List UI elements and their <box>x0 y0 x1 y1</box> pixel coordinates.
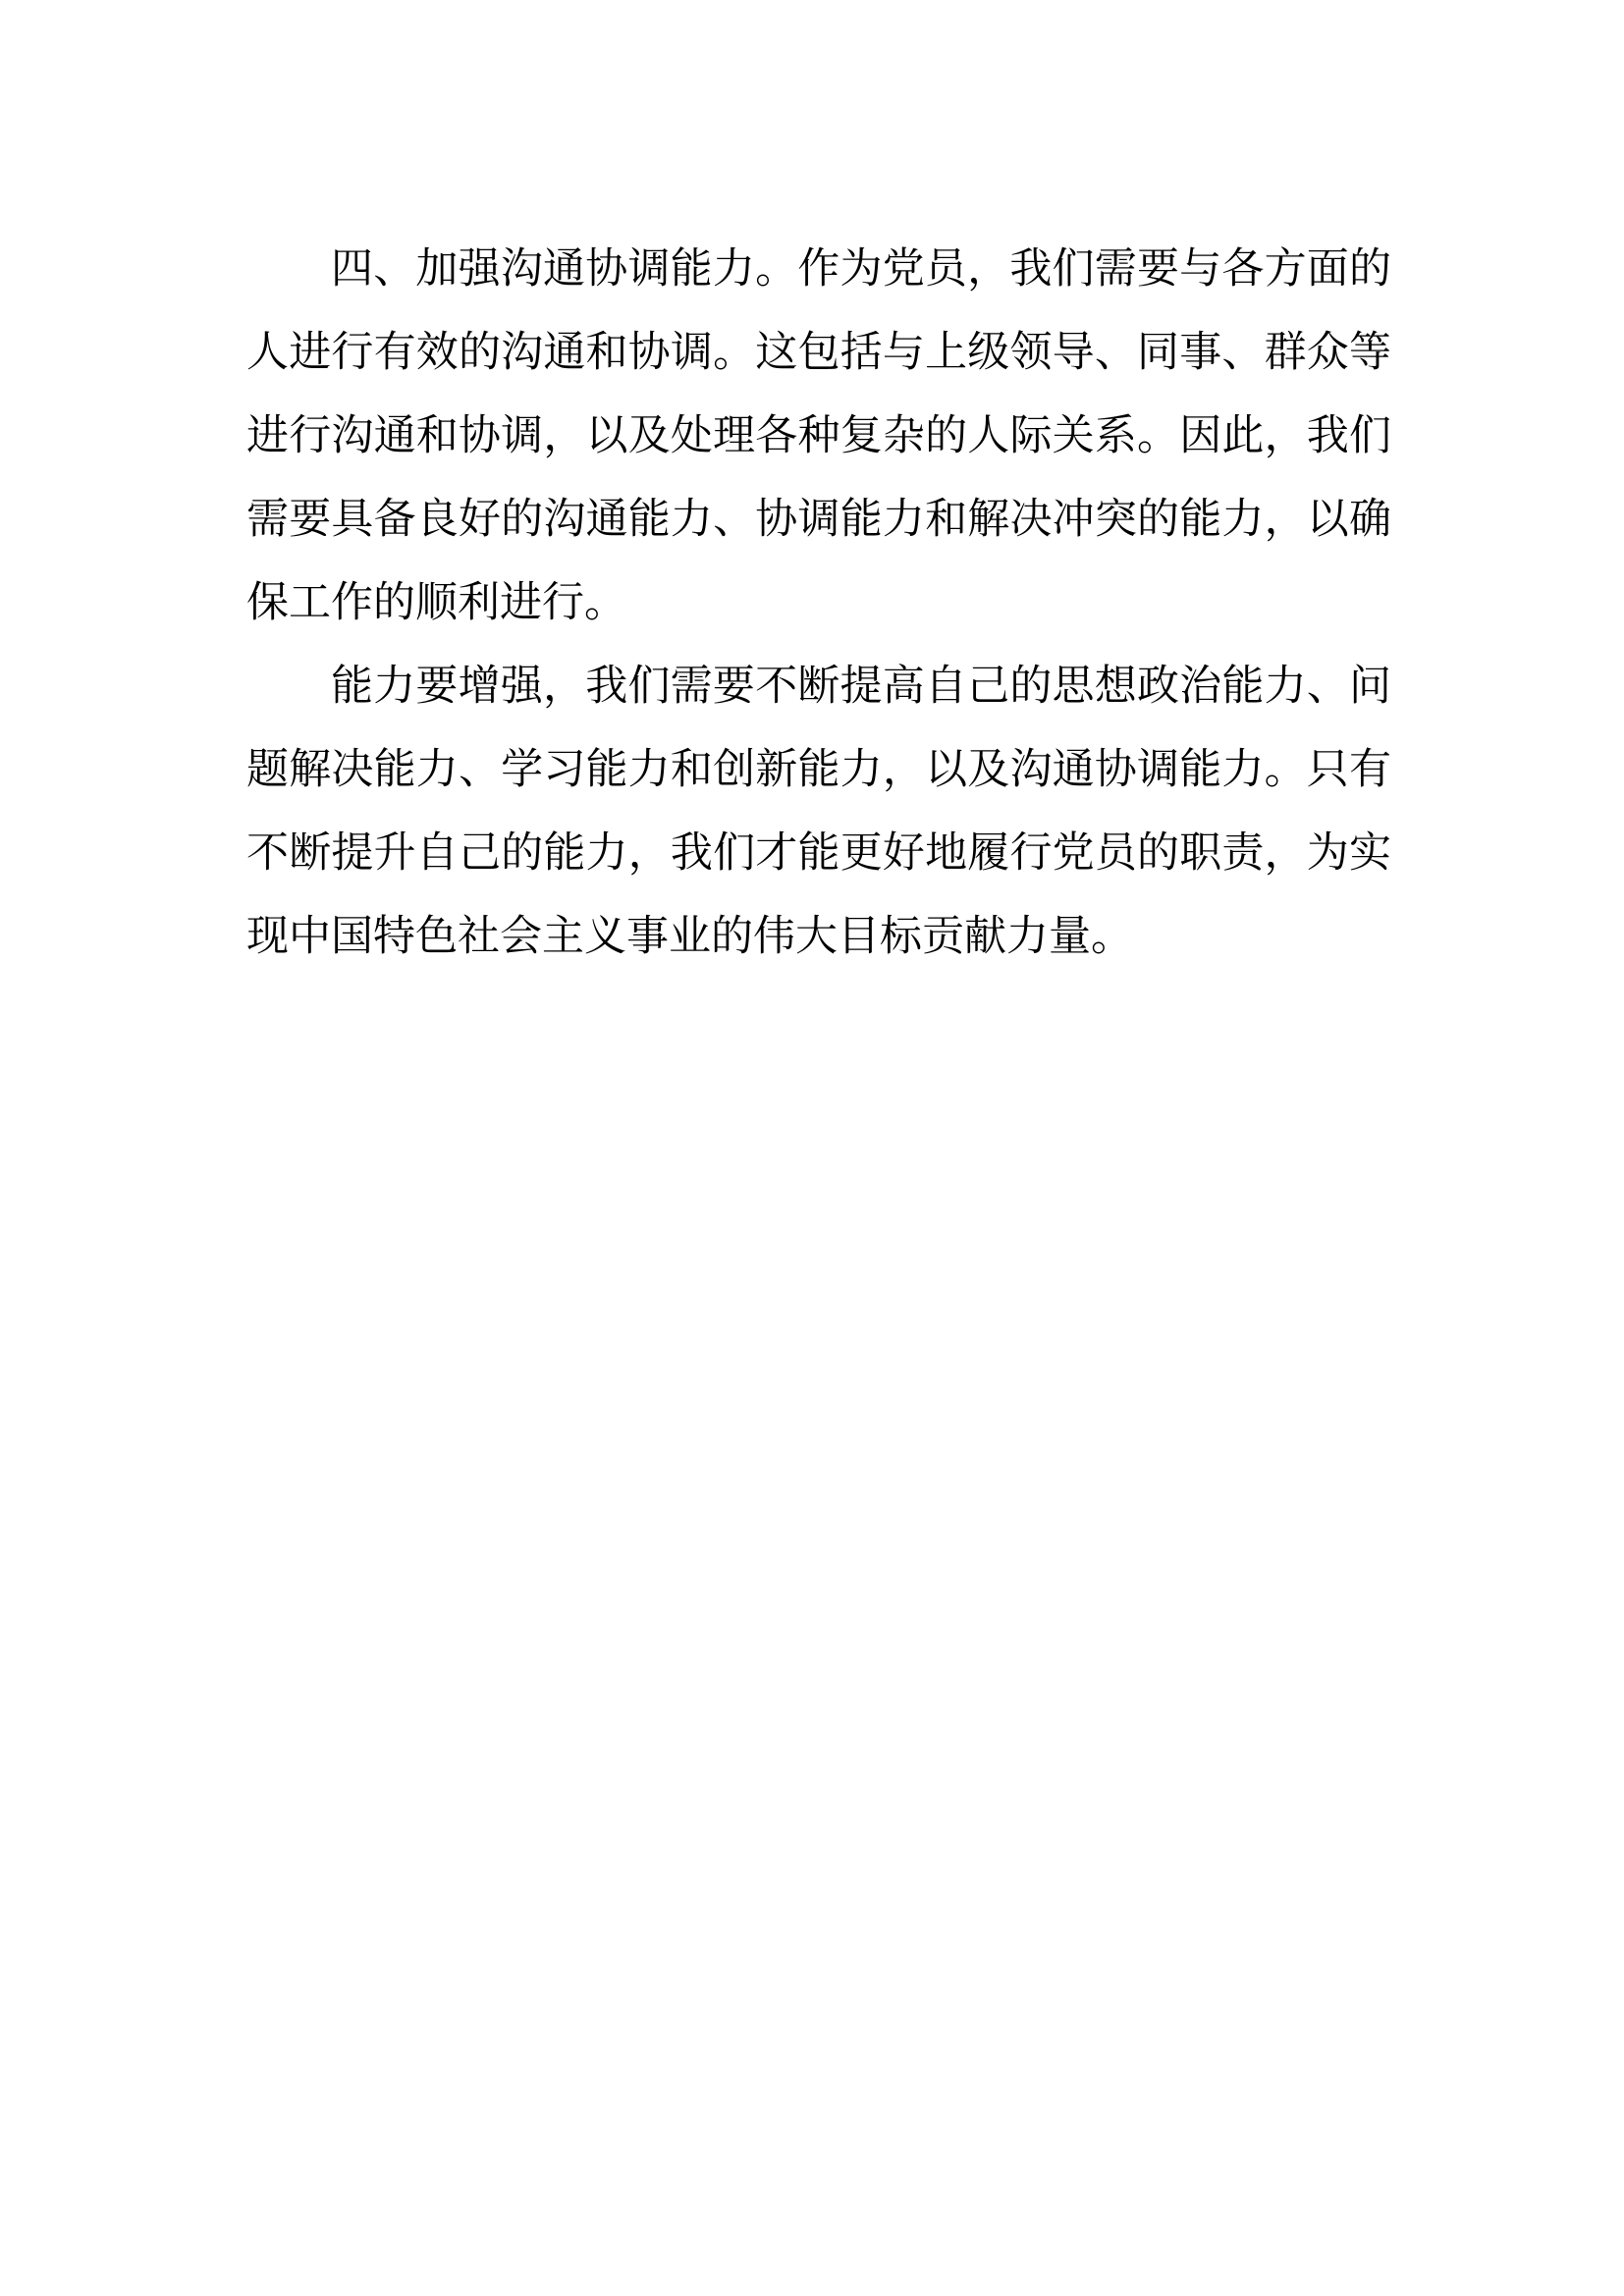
paragraph-communication: 四、加强沟通协调能力。作为党员，我们需要与各方面的人进行有效的沟通和协调。这包括与上级领导、同事、群众等进行沟通和协调，以及处理各种复杂的人际关系。因此，我们需要具备良好的沟通能力、协调能力和解决冲突的能力，以确保工作的顺利进行。 <box>246 244 1391 627</box>
paragraph-ability-summary: 能力要增强，我们需要不断提高自己的思想政治能力、问题解决能力、学习能力和创新能力，以及沟通协调能力。只有不断提升自己的能力，我们才能更好地履行党员的职责，为实现中国特色社会主义事业的伟大目标贡献力量。 <box>246 662 1391 961</box>
document-body <box>246 228 1391 979</box>
